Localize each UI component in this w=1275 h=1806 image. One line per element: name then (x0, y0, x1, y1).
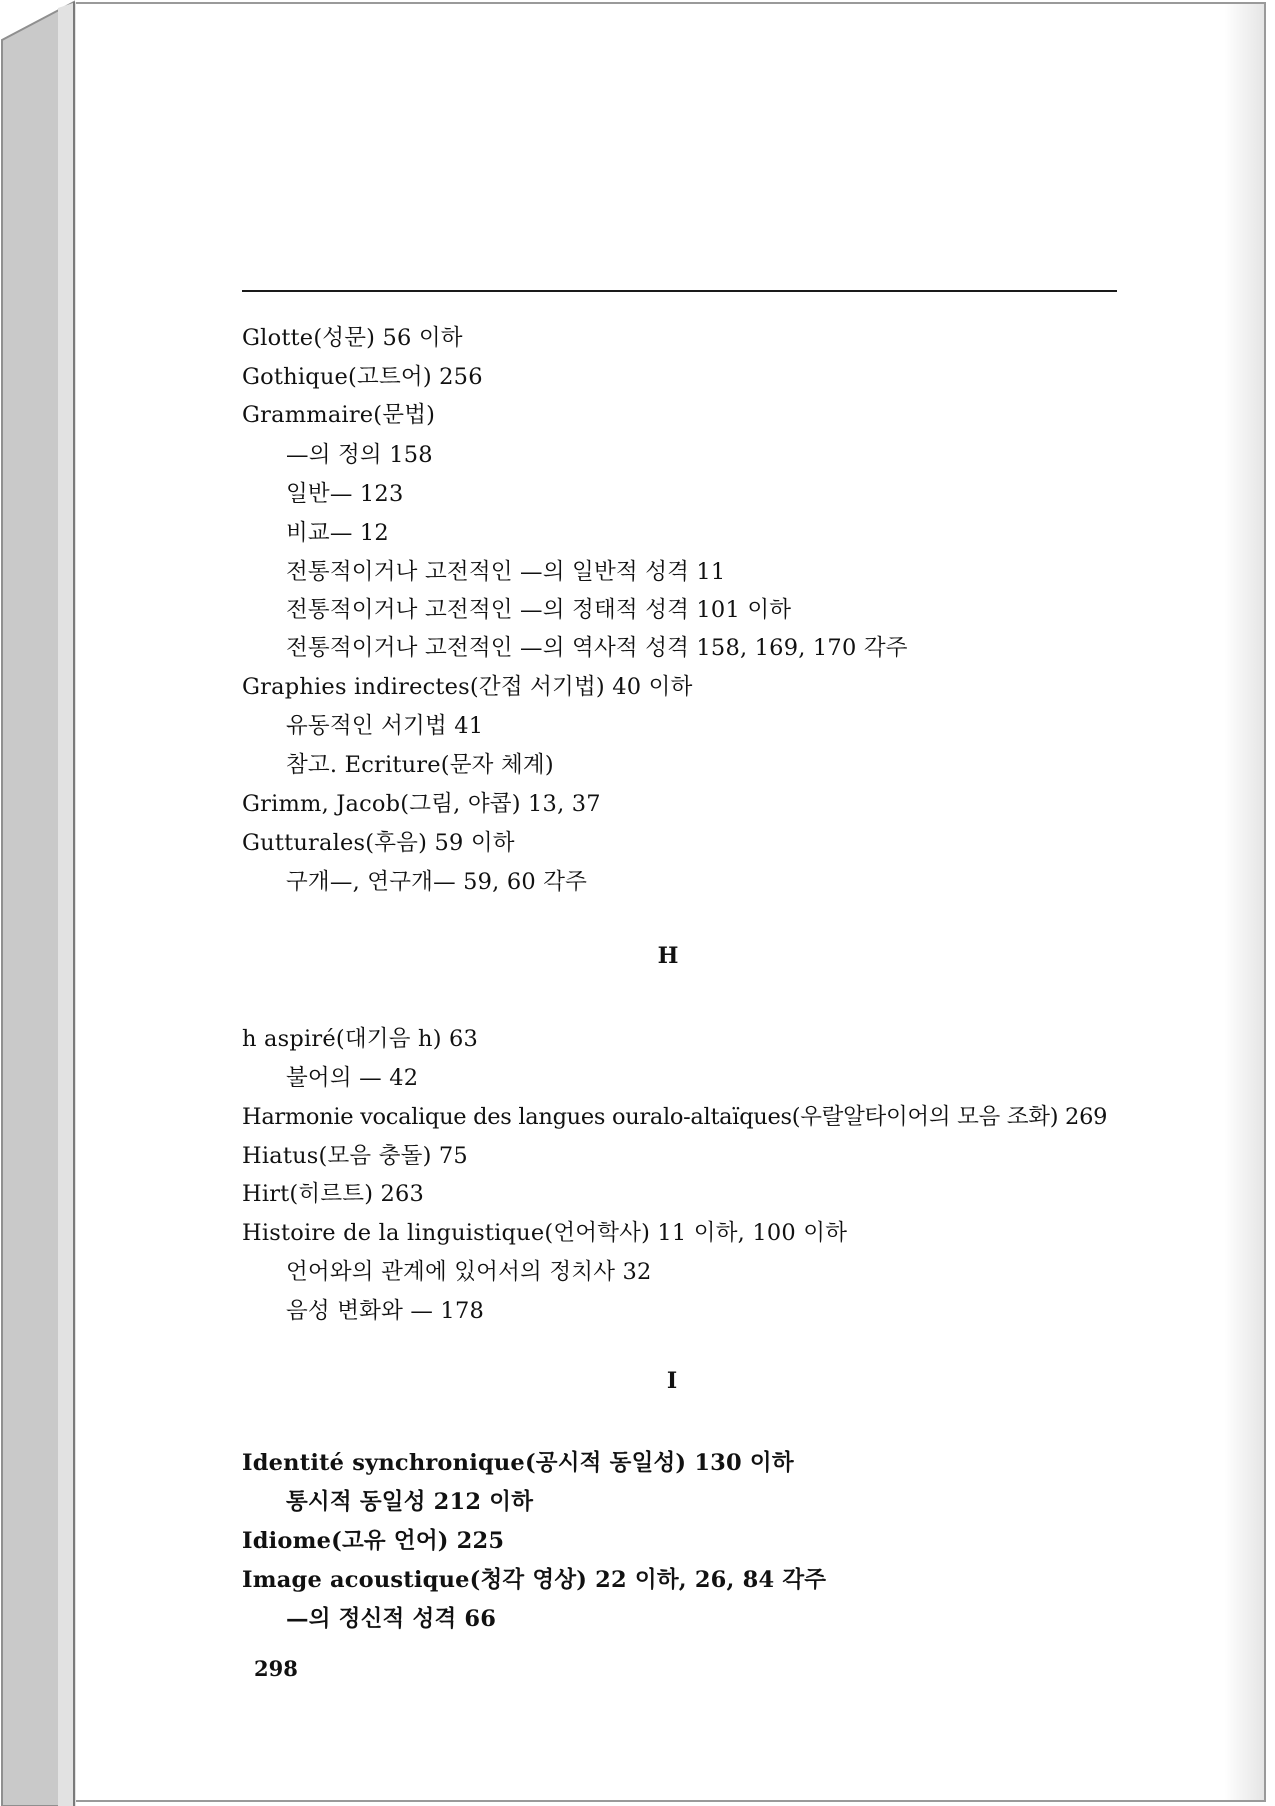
index-subentry: —의 정의 158 (286, 442, 433, 468)
index-entry-graphies: Graphies indirectes(간접 서기법) 40 이하 (242, 674, 693, 700)
index-subentry: —의 정신적 성격 66 (286, 1606, 497, 1632)
book-edge-illustration (0, 0, 76, 1806)
section-heading-i: I (666, 1368, 678, 1394)
index-entry-grammaire: Grammaire(문법) (242, 402, 436, 428)
index-entry-image-acoustique: Image acoustique(청각 영상) 22 이하, 26, 84 각주 (242, 1567, 827, 1593)
index-subentry: 전통적이거나 고전적인 —의 역사적 성격 158, 169, 170 각주 (286, 635, 908, 661)
index-entry-harmonie: Harmonie vocalique des langues ouralo-altaïques(우랄알타이어의 모음 조화) 269 (242, 1104, 1108, 1130)
index-entry-idiome: Idiome(고유 언어) 225 (242, 1528, 505, 1554)
index-subentry: 비교— 12 (286, 520, 389, 546)
index-subentry: 전통적이거나 고전적인 —의 일반적 성격 11 (286, 559, 726, 585)
index-subentry: 일반— 123 (286, 481, 404, 507)
index-entry-glotte: Glotte(성문) 56 이하 (242, 325, 463, 351)
index-subentry: 참고. Ecriture(문자 체계) (286, 752, 554, 778)
page-shadow (1224, 4, 1264, 1800)
index-entry-h-aspire: h aspiré(대기음 h) 63 (242, 1026, 479, 1052)
index-entry-histoire: Histoire de la linguistique(언어학사) 11 이하, 100 이하 (242, 1220, 848, 1246)
index-subentry: 언어와의 관계에 있어서의 정치사 32 (286, 1259, 652, 1285)
index-subentry: 유동적인 서기법 41 (286, 713, 484, 739)
index-subentry: 음성 변화와 — 178 (286, 1298, 484, 1324)
page-number: 298 (254, 1656, 298, 1681)
index-subentry: 구개—, 연구개— 59, 60 각주 (286, 869, 588, 895)
index-entry-gutturales: Gutturales(후음) 59 이하 (242, 830, 515, 856)
index-subentry: 불어의 — 42 (286, 1065, 419, 1091)
header-rule (242, 290, 1117, 292)
index-entry-hiatus: Hiatus(모음 충돌) 75 (242, 1143, 468, 1169)
index-entry-gothique: Gothique(고트어) 256 (242, 364, 483, 390)
index-entry-grimm: Grimm, Jacob(그림, 야콥) 13, 37 (242, 791, 601, 817)
index-entry-identite: Identité synchronique(공시적 동일성) 130 이하 (242, 1450, 794, 1476)
index-subentry: 전통적이거나 고전적인 —의 정태적 성격 101 이하 (286, 597, 792, 623)
section-heading-h: H (657, 943, 679, 969)
index-subentry: 통시적 동일성 212 이하 (286, 1489, 534, 1515)
index-entry-hirt: Hirt(히르트) 263 (242, 1181, 425, 1207)
